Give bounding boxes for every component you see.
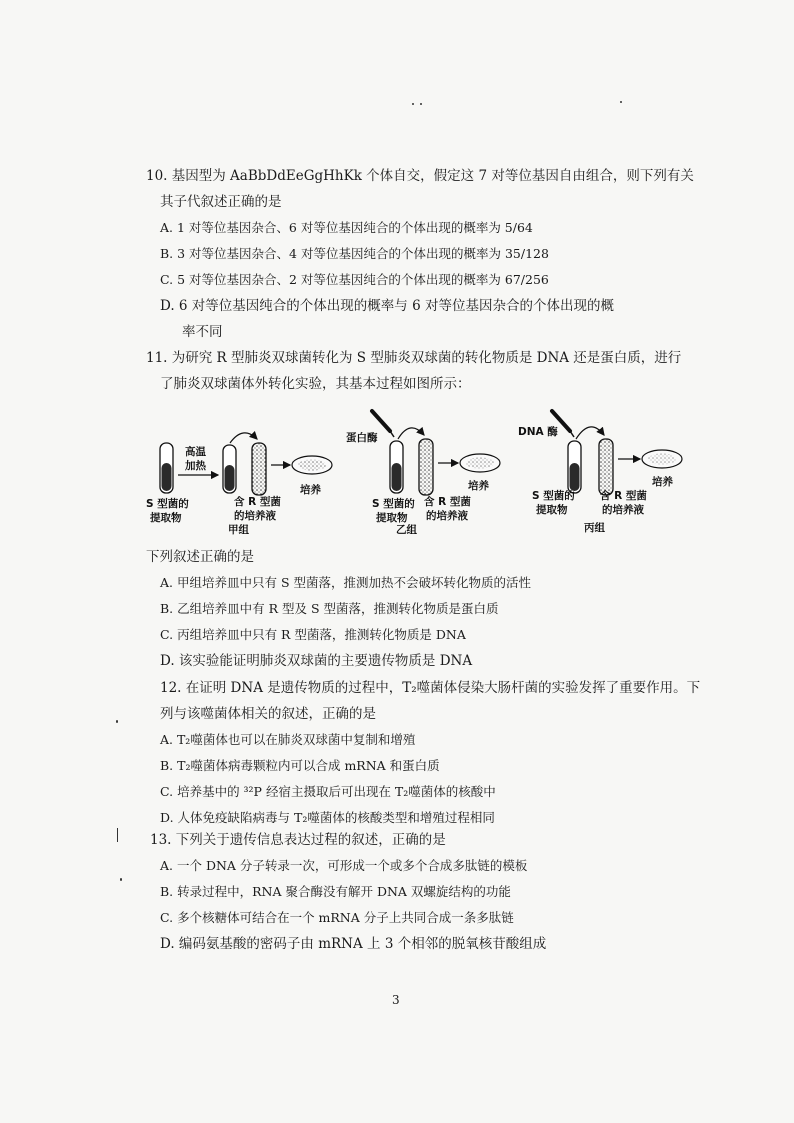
q10-stem-line-2: 其子代叙述正确的是 <box>160 194 282 210</box>
s-extract-liquid <box>392 463 402 491</box>
q10-option-d-line-2: 率不同 <box>182 324 223 340</box>
dropper <box>372 411 390 431</box>
group-bing <box>518 411 682 534</box>
medium-label-2: 的培养液 <box>602 504 644 516</box>
group-jia <box>146 433 332 536</box>
q12-option-c: C. 培养基中的 ³²P 经宿主摄取后可出现在 T₂噬菌体的核酸中 <box>160 784 496 799</box>
culture-label: 培养 <box>652 476 673 488</box>
page-number: 3 <box>392 993 400 1007</box>
q10-option-c: C. 5 对等位基因杂合、2 对等位基因纯合的个体出现的概率为 67/256 <box>160 272 549 287</box>
enzyme-label: DNA 酶 <box>518 426 558 438</box>
q13-option-a: A. 一个 DNA 分子转录一次，可形成一个或多个合成多肽链的模板 <box>160 858 528 873</box>
q11-stem-line-2: 了肺炎双球菌体外转化实验，其基本过程如图所示： <box>160 376 471 392</box>
scan-speck <box>120 878 122 881</box>
heat-label-1: 高温 <box>185 446 206 458</box>
medium-label-1: 含 R 型菌 <box>424 496 471 508</box>
group-label: 丙组 <box>584 522 605 534</box>
scan-speck <box>420 103 422 105</box>
q11-option-b: B. 乙组培养皿中有 R 型及 S 型菌落，推测转化物质是蛋白质 <box>160 601 499 616</box>
q11-option-a: A. 甲组培养皿中只有 S 型菌落，推测加热不会破坏转化物质的活性 <box>160 575 531 590</box>
group-label: 甲组 <box>228 524 249 536</box>
scan-speck <box>116 720 118 723</box>
medium-label-2: 的培养液 <box>426 510 468 522</box>
q12-stem-line-2: 列与该噬菌体相关的叙述，正确的是 <box>160 706 376 722</box>
medium-label-1: 含 R 型菌 <box>600 490 647 502</box>
colonies <box>298 460 326 471</box>
q10-option-d-line-1: D. 6 对等位基因纯合的个体出现的概率与 6 对等位基因杂合的个体出现的概 <box>160 298 614 314</box>
q12-stem-line-1: 12. 在证明 DNA 是遗传物质的过程中，T₂噬菌体侵染大肠杆菌的实验发挥了重要作用。下 <box>160 680 701 696</box>
q13-stem: 13. 下列关于遗传信息表达过程的叙述，正确的是 <box>150 832 446 848</box>
culture-label: 培养 <box>300 484 321 496</box>
transfer-arrow <box>576 427 604 439</box>
q12-option-a: A. T₂噬菌体也可以在肺炎双球菌中复制和增殖 <box>160 732 416 747</box>
transfer-arrow <box>398 428 424 439</box>
q10-stem-line-1: 10. 基因型为 AaBbDdEeGgHhKk 个体自交，假定这 7 对等位基因自由组合，则下列有关 <box>146 168 694 184</box>
q11-option-c: C. 丙组培养皿中只有 R 型菌落，推测转化物质是 DNA <box>160 627 466 642</box>
scan-speck <box>117 828 118 842</box>
extract-label-2: 提取物 <box>376 512 408 524</box>
group-label: 乙组 <box>396 524 417 536</box>
q13-option-c: C. 多个核糖体可结合在一个 mRNA 分子上共同合成一条多肽链 <box>160 910 514 925</box>
q12-option-d: D. 人体免疫缺陷病毒与 T₂噬菌体的核酸类型和增殖过程相同 <box>160 810 495 825</box>
extract-label-2: 提取物 <box>150 512 182 524</box>
extract-label-1: S 型菌的 <box>146 498 189 510</box>
scan-speck <box>412 103 414 105</box>
medium-label-1: 含 R 型菌 <box>234 496 281 508</box>
transfer-arrow <box>230 433 257 443</box>
q11-stem-line-1: 11. 为研究 R 型肺炎双球菌转化为 S 型肺炎双球菌的转化物质是 DNA 还是蛋白质，进行 <box>146 350 682 366</box>
transformation-experiment-diagram <box>140 405 700 540</box>
colonies <box>466 458 494 469</box>
dropper-tip <box>570 431 574 437</box>
colonies <box>648 454 676 465</box>
group-yi <box>346 411 500 536</box>
medium-label-2: 的培养液 <box>234 510 276 522</box>
r-medium-tube <box>599 439 613 495</box>
r-medium-tube <box>419 439 433 495</box>
s-extract-liquid <box>570 463 580 491</box>
extract-label-2: 提取物 <box>536 504 568 516</box>
q12-option-b: B. T₂噬菌体病毒颗粒内可以合成 mRNA 和蛋白质 <box>160 758 440 773</box>
extract-label-1: S 型菌的 <box>532 490 575 502</box>
heated-extract-liquid <box>225 465 235 491</box>
s-extract-liquid <box>162 463 172 491</box>
heat-label-2: 加热 <box>185 460 206 472</box>
q10-option-b: B. 3 对等位基因杂合、4 对等位基因纯合的个体出现的概率为 35/128 <box>160 246 549 261</box>
q13-option-b: B. 转录过程中，RNA 聚合酶没有解开 DNA 双螺旋结构的功能 <box>160 884 511 899</box>
culture-label: 培养 <box>468 480 489 492</box>
enzyme-label: 蛋白酶 <box>346 432 378 444</box>
r-medium-tube <box>252 443 266 495</box>
q13-option-d: D. 编码氨基酸的密码子由 mRNA 上 3 个相邻的脱氧核苷酸组成 <box>160 936 547 952</box>
q10-option-a: A. 1 对等位基因杂合、6 对等位基因纯合的个体出现的概率为 5/64 <box>160 220 533 235</box>
q11-prompt: 下列叙述正确的是 <box>146 549 254 565</box>
q11-option-d: D. 该实验能证明肺炎双球菌的主要遗传物质是 DNA <box>160 653 473 669</box>
scan-speck <box>620 101 622 103</box>
dropper-tip <box>390 431 394 437</box>
extract-label-1: S 型菌的 <box>372 498 415 510</box>
